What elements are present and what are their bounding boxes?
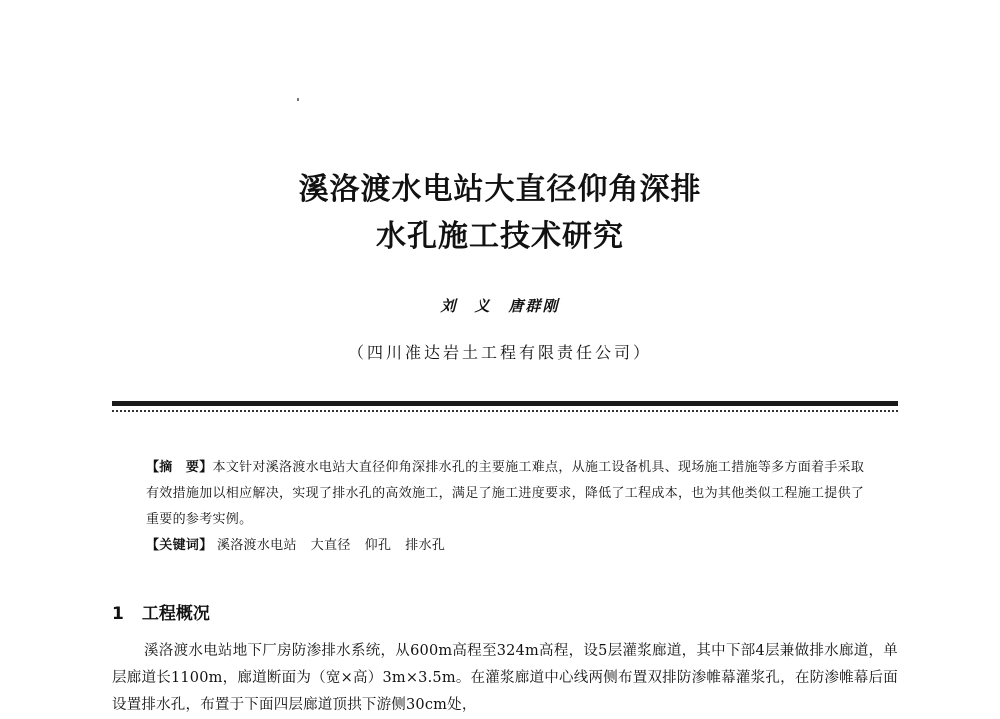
header-rule-thick <box>112 401 898 406</box>
body-text <box>112 638 898 719</box>
title-line-1: 溪洛渡水电站大直径仰角深排 <box>298 172 702 207</box>
keyword: 溪洛渡水电站 <box>216 538 297 553</box>
keyword: 大直径 <box>310 538 351 553</box>
abstract-paragraph <box>146 455 876 533</box>
keyword: 排水孔 <box>405 538 446 553</box>
keyword: 仰孔 <box>364 538 392 553</box>
affiliation: （四川准达岩土工程有限责任公司） <box>347 343 652 362</box>
section-number: 1 <box>112 604 124 624</box>
abstract-label: 【摘 要】 <box>146 460 213 475</box>
body-paragraph: 溪洛渡水电站地下厂房防渗排水系统，从600m高程至324m高程，设5层灌浆廊道，其中下部4层兼做排水廊道，单层廊道长1100m，廊道断面为（宽×高）3m×3.5m。在灌浆廊道中心线两侧布置双排防渗帷幕灌浆孔，在防渗帷幕后面设置排水孔，布置于下面四层廊道顶拱下游侧30cm处， <box>112 643 898 713</box>
abstract-text: 本文针对溪洛渡水电站大直径仰角深排水孔的主要施工难点，从施工设备机具、现场施工措施等多方面着手采取有效措施加以相应解决，实现了排水孔的高效施工，满足了施工进度要求，降低了工程成本，也为其他类似工程施工提供了重要的参考实例。 <box>146 460 865 527</box>
keywords-line <box>146 533 876 559</box>
authors: 刘 义 唐群刚 <box>440 297 560 315</box>
abstract-block <box>146 455 876 559</box>
header-rule-dotted <box>112 410 898 412</box>
section-title: 工程概况 <box>141 604 210 624</box>
section-heading <box>112 599 210 624</box>
keywords-label: 【关键词】 <box>146 538 213 553</box>
scan-speck <box>297 98 299 101</box>
title-line-2: 水孔施工技术研究 <box>376 219 624 254</box>
